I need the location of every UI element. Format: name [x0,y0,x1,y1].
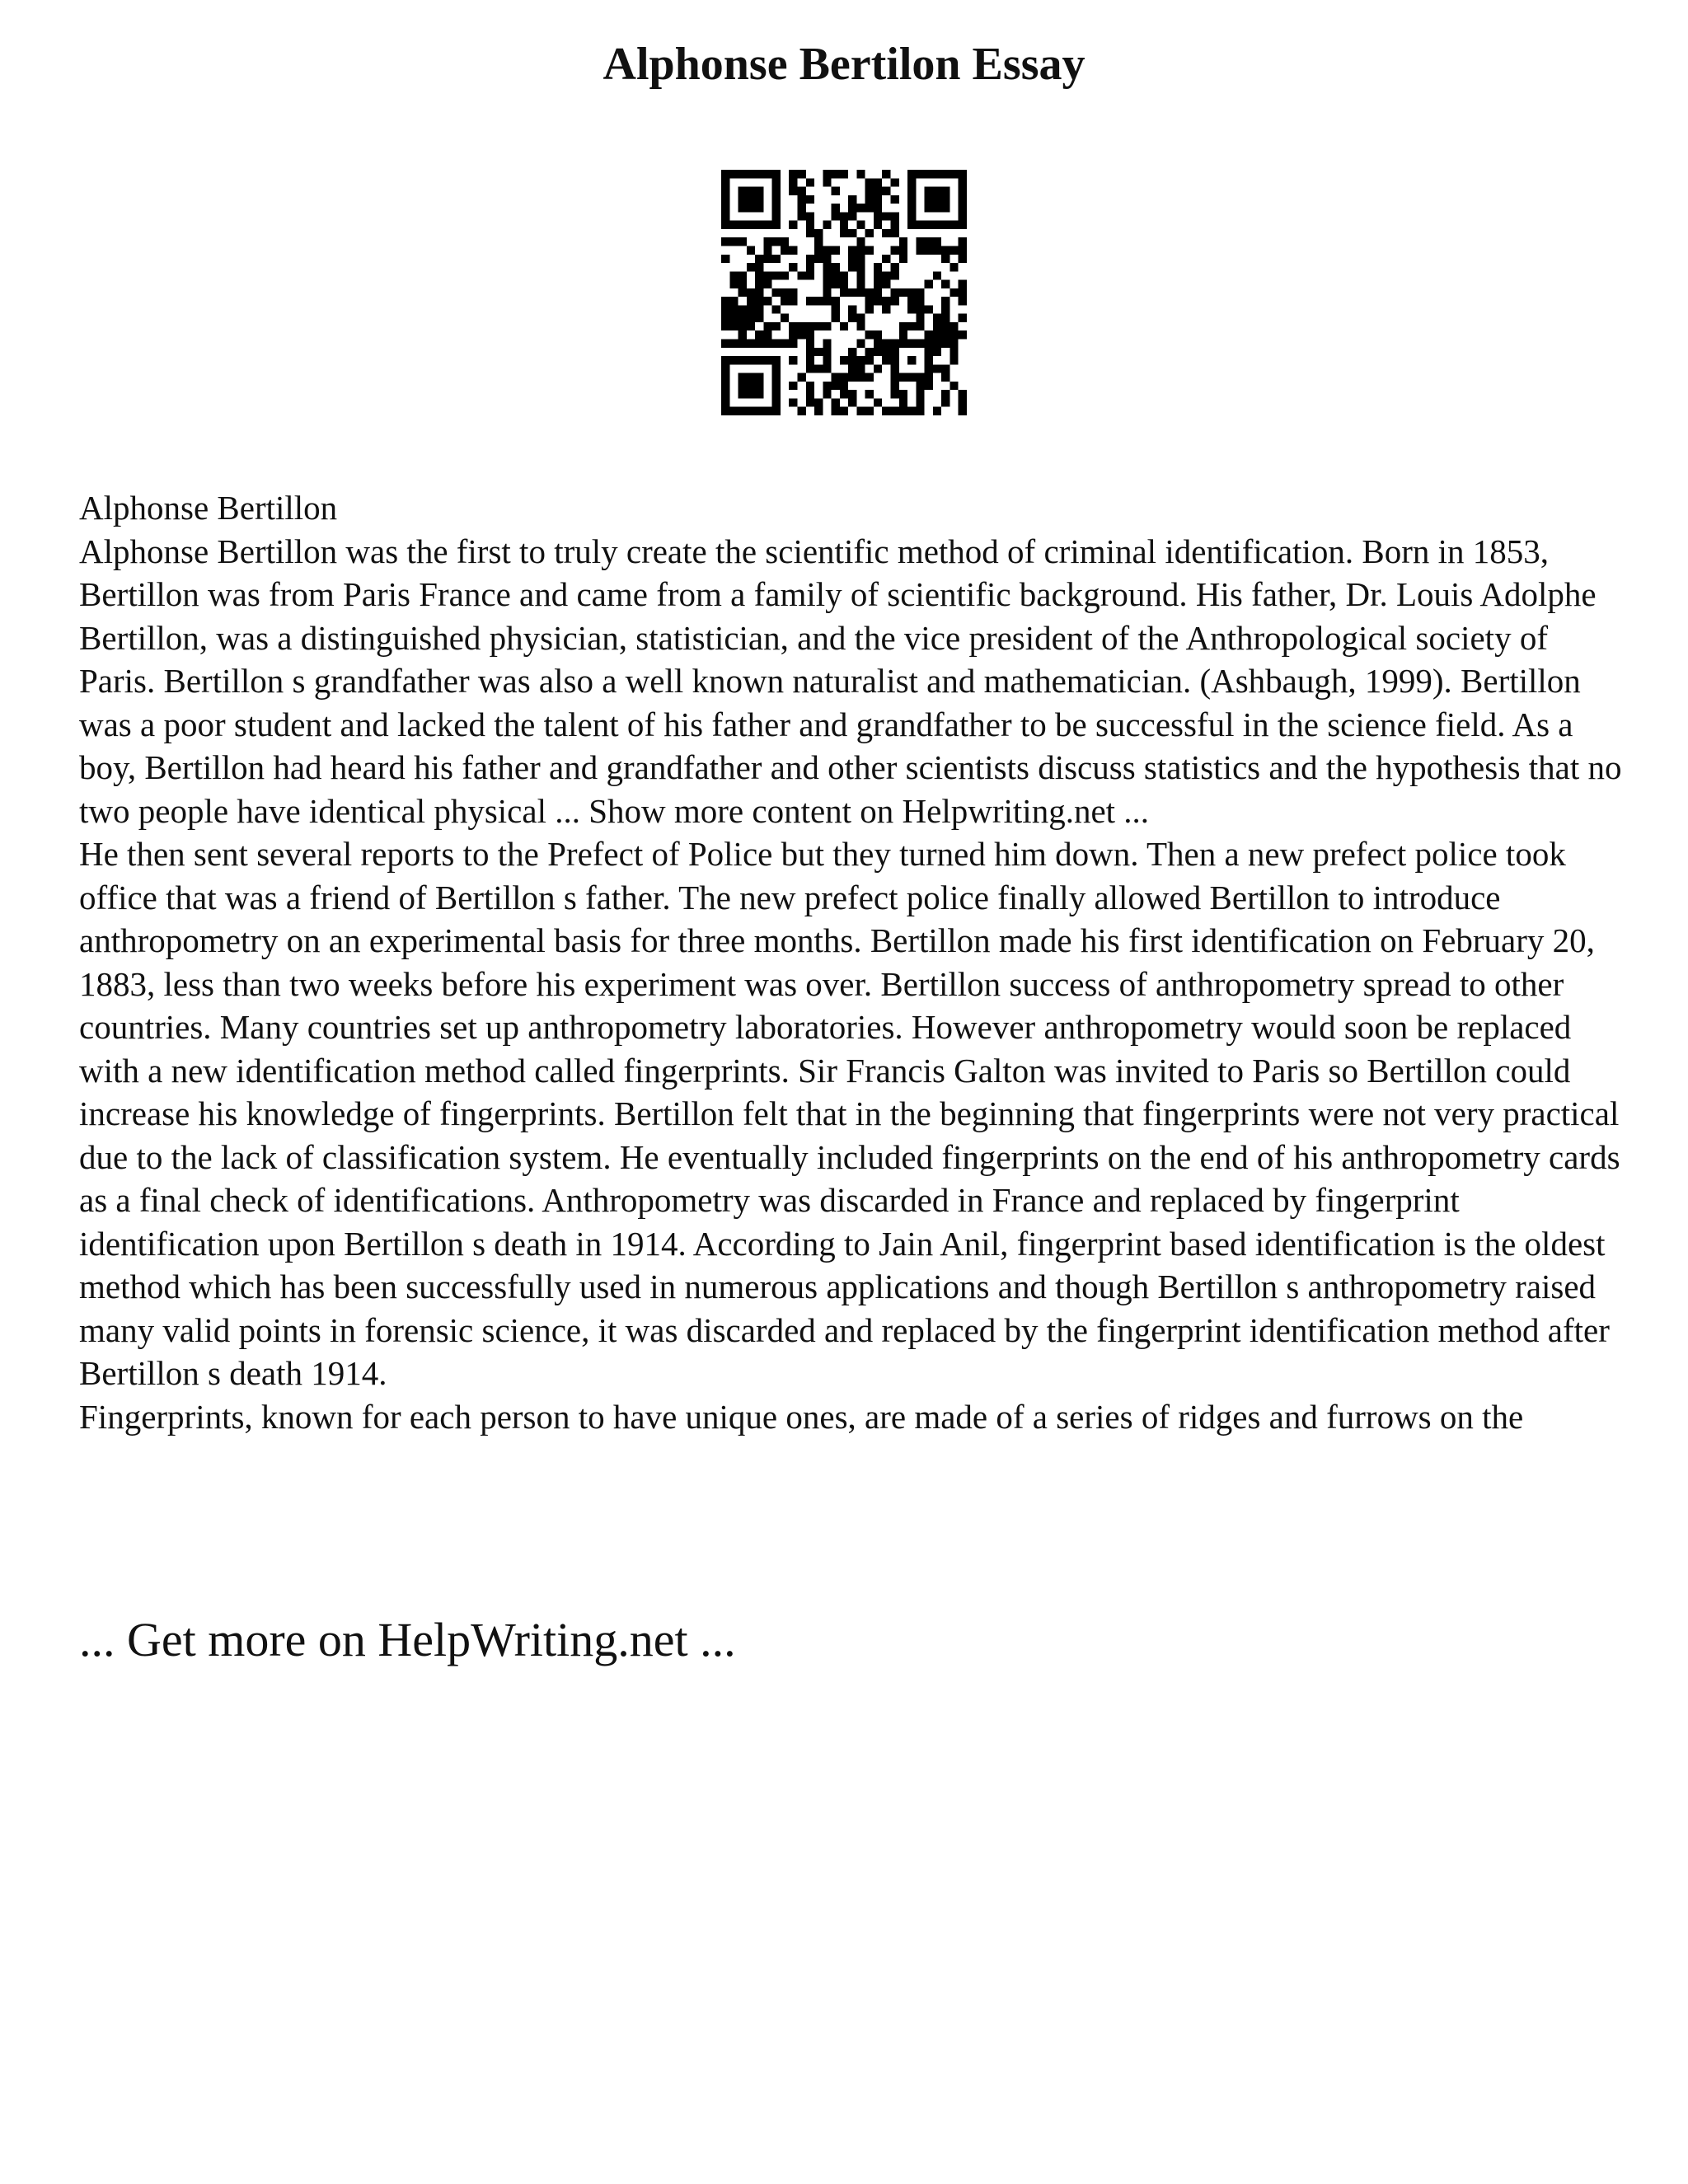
essay-body [79,486,1629,1438]
essay-paragraph-3: Fingerprints, known for each person to have unique ones, are made of a series of ridges and furrows on the [79,1397,1524,1436]
essay-paragraph-1: Alphonse Bertillon was the first to truly create the scientific method of criminal identification. Born in 1853, Bertillon was from Paris France and came from a family of scientific background. His father, Dr. Louis Adolphe Bertillon, was a distinguished physician, statistician, and the vice president of the Anthropological society of Paris. Bertillon s grandfather was also a well known naturalist and mathematician. (Ashbaugh, 1999). Bertillon was a poor student and lacked the talent of his father and grandfather to be successful in the science field. As a boy, Bertillon had heard his father and grandfather and other scientists discuss statistics and the hypothesis that no two people have identical physical ... Show more content on Helpwriting.net ... [79,532,1622,830]
qr-code-icon [721,170,967,415]
document-title: Alphonse Bertilon Essay [603,39,1085,90]
get-more-link[interactable]: ... Get more on HelpWriting.net ... [79,1613,736,1666]
essay-paragraph-2: He then sent several reports to the Prefect of Police but they turned him down. Then a new prefect police took office that was a friend of Bertillon s father. The new prefect police finally allowed Bertillon to introduce anthropometry on an experimental basis for three months. Bertillon made his first identification on February 20, 1883, less than two weeks before his experiment was over. Bertillon success of anthropometry spread to other countries. Many countries set up anthropometry laboratories. However anthropometry would soon be replaced with a new identification method called fingerprints. Sir Francis Galton was invited to Paris so Bertillon could increase his knowledge of fingerprints. Bertillon felt that in the beginning that fingerprints were not very practical due to the lack of classification system. He eventually included fingerprints on the end of his anthropometry cards as a final check of identifications. Anthropometry was discarded in France and replaced by fingerprint identification upon Bertillon s death in 1914. According to Jain Anil, fingerprint based identification is the oldest method which has been successfully used in numerous applications and though Bertillon s anthropometry raised many valid points in forensic science, it was discarded and replaced by the fingerprint identification method after Bertillon s death 1914. [79,835,1620,1392]
essay-heading: Alphonse Bertillon [79,489,338,527]
